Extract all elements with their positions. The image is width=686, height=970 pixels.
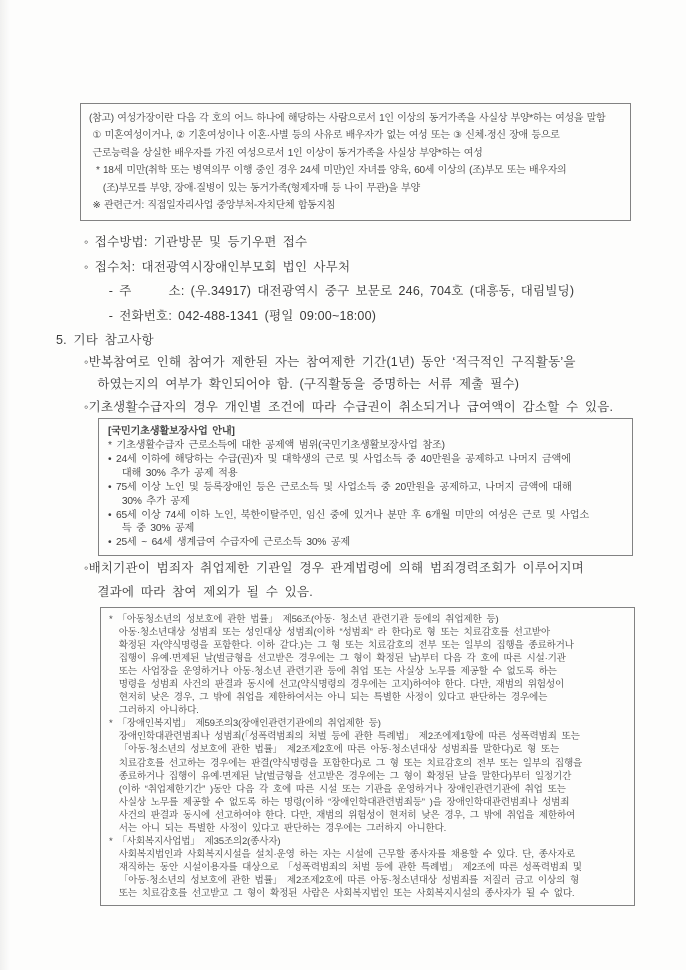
text-line: * 기초생활수급자 근로소득에 대한 공제액 범위(국민기초생활보장사업 참조)	[108, 440, 445, 451]
text-line: 30% 추가 공제	[108, 495, 190, 507]
text-line: 서는 아니 되는 특별한 사정이 있다고 판단하는 경우에는 그러하지 아니한다.	[109, 822, 447, 834]
text-line: (조)부모를 부양, 장애·질병이 있는 동거가족(형제자매 등 나이 무관)을 부양	[89, 182, 420, 194]
reception-info	[84, 230, 574, 328]
section-5-heading: 5. 기타 참고사항	[56, 333, 154, 347]
legal-footnote-box	[100, 607, 635, 906]
text-line: 명령을 성범죄 사건의 판결과 동시에 선고(약식명령의 경우에는 고지)하여야 한다. 다만, 재범의 위험성이	[109, 679, 565, 691]
text-line: 또는 치료감호를 선고받고 그 형이 확정된 사람은 사회복지법인 또는 사회복지시설의 종사자가 될 수 없다.	[109, 887, 575, 899]
text-line: 재직하는 동안 시설이용자를 대상으로 「성폭력범죄의 처벌 등에 관한 특례법」 제2조에 따른 성폭력범죄 및	[109, 861, 582, 873]
text-line: 장애인학대관련범죄나 성범죄(「성폭력범죄의 처벌 등에 관한 특례법」 제2조에제1항에 따른 성폭력범죄 또는	[109, 731, 580, 743]
text-line: 아동·청소년대상 성범죄 또는 성인대상 성범죄(이하 “성범죄” 라 한다)로 형 또는 치료감호를 선고받아	[109, 627, 550, 639]
text-line: (이하 “취업제한기간” )동안 다음 각 호에 따른 시설 또는 기관을 운영하거나 장애인관련기관에 취업 또는	[109, 783, 566, 795]
text-line: 득 중 30% 공제	[108, 523, 195, 535]
text-line: 대해 30% 추가 공제 적용	[108, 467, 238, 479]
text-line: ◦배치기관이 범죄자 취업제한 기관일 경우 관계법령에 의해 범죄경력조회가 이루어지며	[84, 561, 584, 575]
text-line: • 25세 ~ 64세 생계급여 수급자에 근로소득 30% 공제	[108, 537, 351, 549]
welfare-guide-text	[108, 439, 623, 550]
text-line: ◦ 접수방법: 기관방문 및 등기우편 접수	[84, 235, 308, 249]
text-line: ◦ 접수처: 대전광역시장애인부모회 법인 사무처	[84, 259, 351, 274]
text-line: 결과에 따라 참여 제외가 될 수 있음.	[84, 585, 313, 599]
text-line: ※ 관련근거: 직접일자리사업 중앙부처-자치단체 합동지침	[89, 200, 336, 212]
text-line: • 65세 이상 74세 이하 노인, 북한이탈주민, 임신 중에 있거나 분만 후 6개월 미만의 여성은 근로 및 사업소	[108, 509, 590, 521]
text-line: • 24세 이하에 해당하는 수급(권)자 및 대학생의 근로 및 사업소득 중 40만원을 공제하고 나머지 금액에	[108, 453, 571, 465]
text-line: 확정된 자(약식명령을 포함한다. 이하 같다.)는 그 형 또는 치료감호의 전부 또는 일부의 집행을 종료하거나	[109, 640, 574, 652]
text-line: 또는 사업장을 운영하거나 아동·청소년 관련기관 등에 취업 또는 사실상 노무를 제공할 수 없도록 하는	[109, 666, 557, 678]
text-line: * 「장애인복지법」 제59조의3(장애인관련기관에의 취업제한 등)	[109, 718, 381, 730]
text-line: * 18세 미만(취학 또는 병역의무 이행 중인 경우 24세 미만)인 자녀를 양육, 60세 이상의 (조)부모 또는 배우자의	[89, 165, 567, 177]
text-line: 사실상 노무를 제공할 수 없도록 하는 명령(이하 “장애인학대관련범죄등” )을 장애인학대관련범죄나 성범죄	[109, 796, 570, 808]
text-line: 그러하지 아니하다.	[109, 705, 199, 717]
text-line: (참고) 여성가장이란 다음 각 호의 어느 하나에 해당하는 사람으로서 1인 이상의 동거가족을 사실상 부양*하는 여성을 말함	[89, 113, 606, 124]
text-line: 사회복지법인과 사회복지시설을 설치·운영 하는 자는 시설에 근무할 종사자를 채용할 수 있다. 단, 종사자로	[109, 848, 575, 860]
text-line: ◦기초생활수급자의 경우 개인별 조건에 따라 수급권이 취소되거나 급여액이 감소할 수 있음.	[84, 399, 614, 414]
text-line: ① 미혼여성이거나, ② 기혼여성이나 이혼·사별 등의 사유로 배우자가 없는 여성 또는 ③ 신체·정신 장애 등으로	[89, 130, 560, 142]
text-line: * 「아동청소년의 성보호에 관한 법률」 제56조(아동· 청소년 관련기관 등에의 취업제한 등)	[109, 614, 499, 625]
section-5-notes	[84, 351, 613, 418]
text-line: • 75세 이상 노인 및 등록장애인 등은 근로소득 및 사업소득 중 20만원을 공제하고, 나머지 금액에 대해	[108, 481, 572, 493]
text-line: ◦반복참여로 인해 참여가 제한된 자는 참여제한 기간(1년) 동안 ‘적극적인 구직활동’을	[84, 355, 576, 369]
text-line: 하였는지의 여부가 확인되어야 함. (구직활동을 증명하는 서류 제출 필수)	[84, 377, 520, 392]
welfare-guide-title: [국민기초생활보장사업 안내]	[108, 426, 235, 437]
text-line: 「아동·청소년의 성보호에 관한 법률」 제2조제2호에 따른 아동·청소년대상 성범죄를 저질러 금고 이상의 형	[109, 874, 580, 886]
welfare-guide-box	[98, 418, 633, 556]
text-line: 집행이 유예·면제된 날(벌금형을 선고받은 경우에는 그 형이 확정된 날)부터 다음 각 호에 따른 시설·기관	[109, 653, 566, 665]
text-line: - 전화번호: 042-488-1341 (평일 09:00~18:00)	[84, 308, 377, 323]
reference-note-text	[89, 110, 622, 214]
text-line: 치료감호를 선고하는 경우에는 판결(약식명령을 포함한다)로 그 형 또는 치료감호의 전부 또는 일부의 집행을	[109, 757, 583, 769]
text-line: 근로능력을 상실한 배우자를 가진 여성으로서 1인 이상이 동거가족을 사실상 부양*하는 여성	[89, 147, 483, 159]
text-line: 「아동·청소년의 성보호에 관한 법률」 제2조제2호에 따른 아동·청소년대상 성범죄를 말한다)로 형 또는	[109, 744, 560, 756]
text-line: 종료하거나 집행이 유예·면제된 날(벌금형을 선고받은 경우에는 그 형이 확정된 날을 말한다)부터 일정기간	[109, 770, 572, 782]
reference-note-box	[80, 103, 631, 221]
text-line: 사건의 판결과 동시에 선고하여야 한다. 다만, 재범의 위험성이 현저히 낮은 경우, 그 밖에 취업을 제한하여	[109, 809, 576, 821]
text-line: 현저히 낮은 경우, 그 밖에 취업을 제한하여서는 아니 되는 특별한 사정이 있다고 판단하는 경우에는	[109, 692, 548, 704]
text-line: * 「사회복지사업법」 제35조의2(종사자)	[109, 835, 281, 847]
text-line: - 주 소: (우.34917) 대전광역시 중구 보문로 246, 704호 (대흥동, 대림빌딩)	[84, 284, 575, 299]
placement-agency-note	[84, 556, 584, 604]
